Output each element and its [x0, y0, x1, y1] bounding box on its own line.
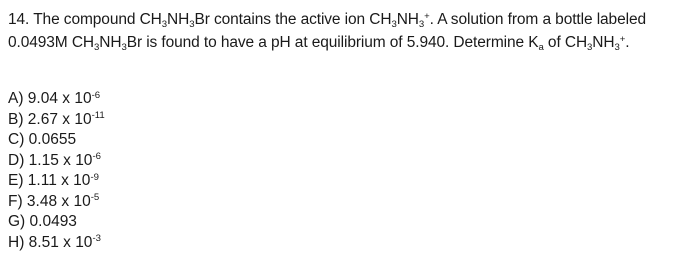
option-label: A) 9.04 x 10	[8, 90, 92, 107]
question-text	[8, 8, 692, 54]
subscript: 3	[161, 19, 168, 31]
answer-option-b	[8, 110, 105, 131]
option-exponent: -5	[90, 192, 100, 204]
superscript: +	[424, 10, 430, 22]
question-text-segment: NH	[396, 11, 419, 28]
option-exponent: -3	[92, 233, 101, 245]
question-text-segment: Br contains the active ion CH	[194, 11, 392, 28]
option-exponent: -6	[92, 151, 101, 163]
subscript: 3	[121, 42, 127, 54]
option-exponent: -11	[91, 110, 105, 122]
option-exponent: -6	[91, 89, 101, 101]
question-text-segment: .	[625, 34, 630, 51]
question-text-segment: NH	[99, 34, 122, 51]
option-label: D) 1.15 x 10	[8, 151, 93, 169]
question-text-segment: 0.0493M CH	[8, 34, 95, 51]
answer-option-d	[8, 151, 105, 172]
answer-option-a	[8, 89, 105, 110]
option-label: H) 8.51 x 10	[8, 233, 93, 251]
option-label: F) 3.48 x 10	[8, 192, 91, 210]
superscript: +	[619, 33, 626, 45]
question-text-segment: Br is found to have a pH at equilibrium of 5.940. Determine K	[126, 34, 539, 51]
option-label: E) 1.11 x 10	[8, 172, 91, 189]
question-text-segment: NH	[167, 11, 190, 28]
question-text-segment: The compound CH	[33, 11, 162, 28]
answer-option-e	[8, 171, 105, 192]
option-label: B) 2.67 x 10	[8, 110, 92, 128]
answer-options	[8, 89, 105, 253]
option-label: G) 0.0493	[8, 213, 77, 230]
question-text-segment: . A solution from a bottle labeled	[429, 11, 646, 28]
answer-option-c	[8, 130, 105, 151]
subscript: 3	[418, 19, 425, 31]
subscript: 3	[189, 19, 195, 31]
option-label: C) 0.0655	[8, 131, 77, 148]
question-text-segment: of CH	[543, 34, 588, 51]
answer-option-h	[8, 233, 105, 254]
subscript: 3	[587, 42, 593, 54]
question-line-1	[8, 8, 692, 31]
subscript: 3	[614, 42, 620, 54]
question-number: 14.	[8, 11, 30, 28]
answer-option-g	[8, 212, 105, 233]
answer-option-f	[8, 192, 105, 213]
subscript: 3	[94, 42, 100, 54]
question-line-2	[8, 31, 692, 54]
subscript: 3	[391, 19, 397, 31]
subscript: a	[538, 42, 544, 54]
question-text-segment: NH	[592, 34, 615, 51]
option-exponent: -9	[90, 171, 99, 183]
